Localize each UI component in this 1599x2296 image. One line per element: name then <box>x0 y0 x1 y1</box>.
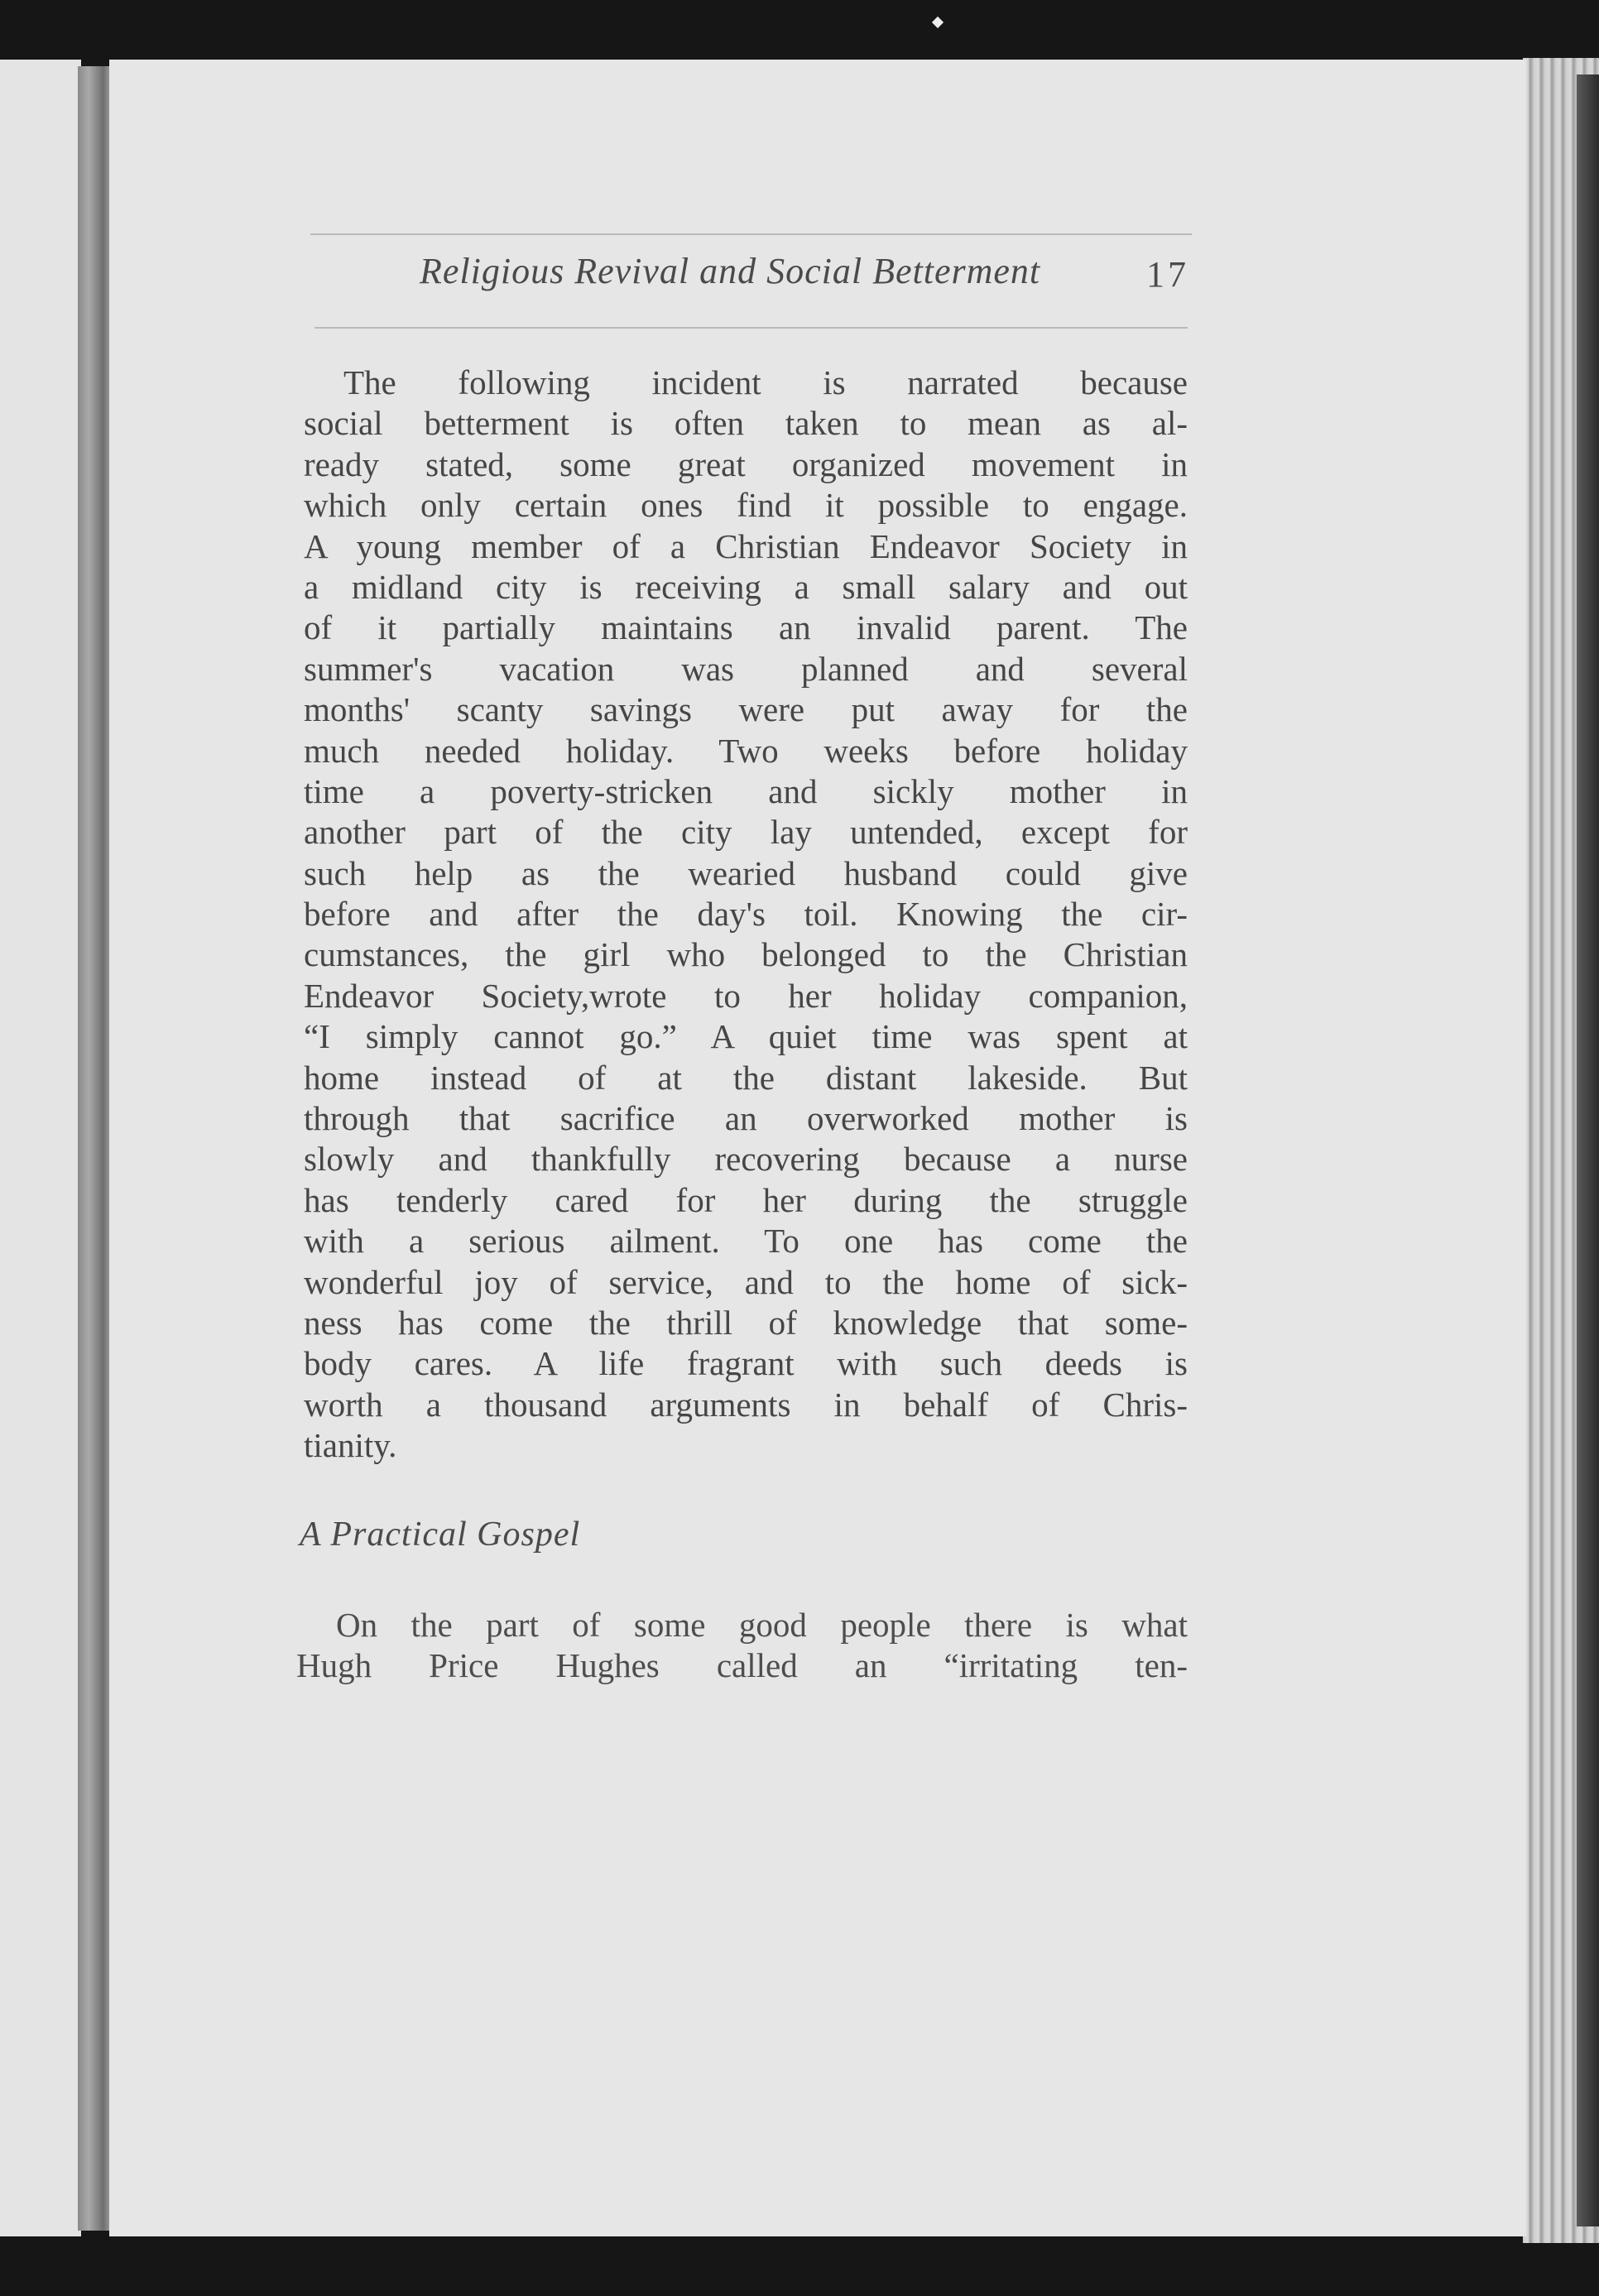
header-rule-bottom <box>315 327 1188 329</box>
text-line: another part of the city lay untended, except for <box>304 813 1188 852</box>
text-line: such help as the wearied husband could give <box>304 853 1188 892</box>
text-line: On the part of some good people there is what <box>336 1606 1188 1644</box>
text-line: wonderful joy of service, and to the home of sick- <box>304 1262 1188 1301</box>
running-title: Religious Revival and Social Betterment <box>420 251 1041 291</box>
text-line: time a poverty-stricken and sickly mother in <box>304 771 1188 810</box>
paragraph-1 <box>304 363 1188 1467</box>
text-line: ness has come the thrill of knowledge that some- <box>304 1303 1188 1342</box>
text-line: months' scanty savings were put away for the <box>304 690 1188 729</box>
running-head <box>315 250 1196 308</box>
section-heading: A Practical Gospel <box>300 1515 581 1554</box>
text-line: which only certain ones find it possible to engage. <box>304 486 1188 525</box>
text-line: a midland city is receiving a small salary and out <box>304 567 1188 606</box>
text-line: through that sacrifice an overworked mother is <box>304 1099 1188 1138</box>
header-rule-top <box>310 233 1192 235</box>
text-line: The following incident is narrated because <box>343 363 1188 401</box>
text-line: worth a thousand arguments in behalf of Chris- <box>304 1385 1188 1424</box>
text-line: A young member of a Christian Endeavor Society in <box>304 526 1188 565</box>
text-line: “I simply cannot go.” A quiet time was spent at <box>304 1017 1188 1056</box>
text-line: body cares. A life fragrant with such deeds is <box>304 1344 1188 1383</box>
text-line: has tenderly cared for her during the struggle <box>304 1180 1188 1219</box>
previous-page-edge <box>0 60 81 2236</box>
text-line: before and after the day's toil. Knowing the cir- <box>304 895 1188 934</box>
text-line: of it partially maintains an invalid parent. The <box>304 608 1188 647</box>
paragraph-2 <box>296 1605 1188 1687</box>
page-stack-shadow <box>1577 74 1599 2226</box>
text-line: summer's vacation was planned and several <box>304 649 1188 688</box>
text-line: ready stated, some great organized movement in <box>304 444 1188 483</box>
text-line: tianity. <box>304 1426 397 1465</box>
text-line: slowly and thankfully recovering because a nurse <box>304 1140 1188 1179</box>
page-number: 17 <box>1146 254 1189 295</box>
text-line: Endeavor Society,wrote to her holiday companion, <box>304 976 1188 1015</box>
text-line: much needed holiday. Two weeks before holiday <box>304 731 1188 770</box>
text-line: Hugh Price Hughes called an “irritating ten- <box>296 1646 1188 1685</box>
text-line: social betterment is often taken to mean as al- <box>304 404 1188 443</box>
text-line: cumstances, the girl who belonged to the Christian <box>304 935 1188 974</box>
text-line: home instead of at the distant lakeside. But <box>304 1058 1188 1097</box>
text-line: with a serious ailment. To one has come the <box>304 1222 1188 1261</box>
